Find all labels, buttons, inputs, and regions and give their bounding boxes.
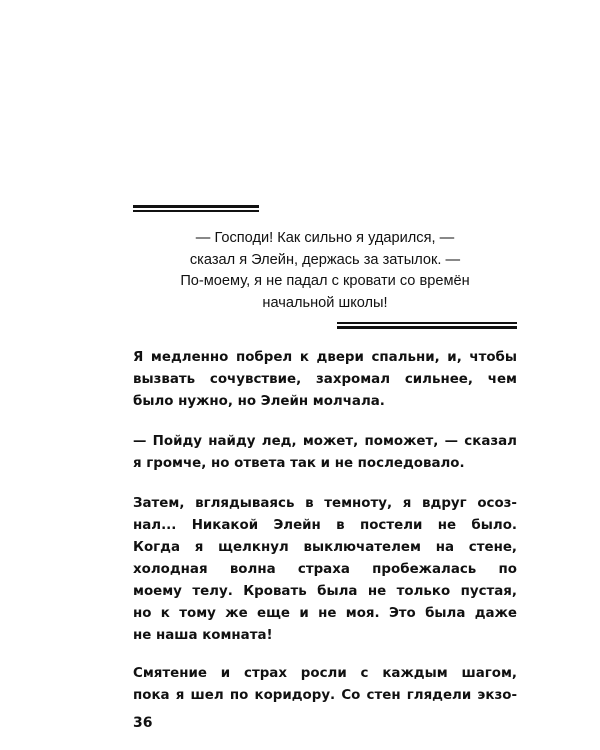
quote-line: сказал я Элейн, держась за затылок. — [189,251,461,268]
text-line: вызвать сочувствие, захромал сильнее, чем [133,372,517,387]
text-line: — Пойду найду лед, может, поможет, — сказал [133,434,517,449]
paragraph-2 [133,431,517,475]
paragraph-1 [133,347,517,413]
page-number: 36 [133,715,153,731]
text-line: я громче, но ответа так и не последовало. [133,456,465,471]
decorative-rule-bottom [337,322,517,329]
paragraph-3 [133,493,517,647]
text-line: пока я шел по коридору. Со стен глядели экзо- [133,688,517,703]
decorative-rule-top [133,205,259,212]
text-line: нал... Никакой Элейн в постели не было. [133,518,517,533]
quote-line: начальной школы! [262,294,388,311]
text-line: не наша комната! [133,628,273,643]
text-line: Я медленно побрел к двери спальни, и, чтобы [133,350,517,365]
text-line: но к тому же еще и не моя. Это была даже [133,606,517,621]
quote-line: По-моему, я не падал с кровати со времён [180,273,470,289]
text-line: Когда я щелкнул выключателем на стене, [133,540,517,555]
text-line: холодная волна страха пробежалась по [133,562,517,577]
quote-line: — Господи! Как сильно я ударился, — [195,230,455,246]
text-line: моему телу. Кровать была не только пустая, [133,584,517,599]
quote-block [133,228,517,314]
paragraph-4 [133,663,517,707]
text-line: Затем, вглядываясь в темноту, я вдруг осоз- [133,496,517,511]
text-line: Смятение и страх росли с каждым шагом, [133,666,517,681]
text-line: было нужно, но Элейн молчала. [133,394,385,409]
